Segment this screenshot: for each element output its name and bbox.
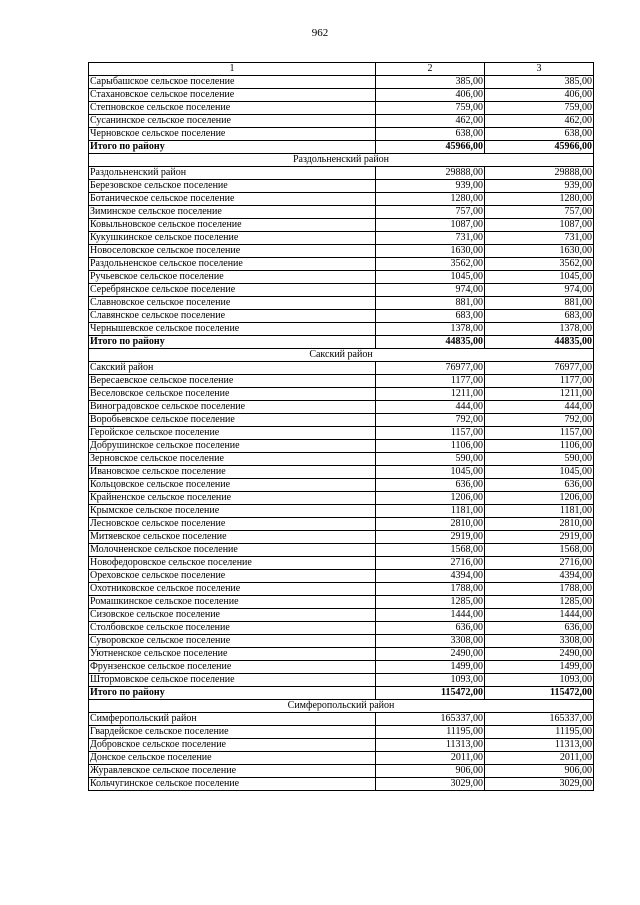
- name-cell: Раздольненский район: [89, 167, 376, 180]
- name-cell: Ореховское сельское поселение: [89, 570, 376, 583]
- value-cell-col3: 906,00: [485, 765, 594, 778]
- name-cell: Крымское сельское поселение: [89, 505, 376, 518]
- budget-table: [88, 62, 594, 791]
- value-cell-col2: 1499,00: [376, 661, 485, 674]
- value-cell-col3: 2919,00: [485, 531, 594, 544]
- name-cell: Уютненское сельское поселение: [89, 648, 376, 661]
- value-cell-col3: 462,00: [485, 115, 594, 128]
- table-row: [89, 232, 594, 245]
- table-row: [89, 193, 594, 206]
- value-cell-col2: 1181,00: [376, 505, 485, 518]
- value-cell-col3: 11195,00: [485, 726, 594, 739]
- table-row: [89, 388, 594, 401]
- name-cell: Вересаевское сельское поселение: [89, 375, 376, 388]
- value-cell-col2: 759,00: [376, 102, 485, 115]
- value-cell-col3: 115472,00: [485, 687, 594, 700]
- value-cell-col3: 1087,00: [485, 219, 594, 232]
- table-row: [89, 726, 594, 739]
- header-cell-1: 1: [89, 63, 376, 76]
- value-cell-col3: 881,00: [485, 297, 594, 310]
- value-cell-col2: 3308,00: [376, 635, 485, 648]
- table-row: [89, 271, 594, 284]
- name-cell: Добровское сельское поселение: [89, 739, 376, 752]
- table-row: [89, 557, 594, 570]
- name-cell: Чернышевское сельское поселение: [89, 323, 376, 336]
- value-cell-col2: 29888,00: [376, 167, 485, 180]
- value-cell-col2: 444,00: [376, 401, 485, 414]
- value-cell-col2: 4394,00: [376, 570, 485, 583]
- value-cell-col3: 1093,00: [485, 674, 594, 687]
- name-cell: Сарыбашское сельское поселение: [89, 76, 376, 89]
- table-row: [89, 245, 594, 258]
- value-cell-col3: 2810,00: [485, 518, 594, 531]
- value-cell-col3: 1568,00: [485, 544, 594, 557]
- value-cell-col2: 757,00: [376, 206, 485, 219]
- total-row: [89, 141, 594, 154]
- table-row: [89, 778, 594, 791]
- value-cell-col3: 759,00: [485, 102, 594, 115]
- value-cell-col2: 1157,00: [376, 427, 485, 440]
- value-cell-col3: 2011,00: [485, 752, 594, 765]
- name-cell: Донское сельское поселение: [89, 752, 376, 765]
- name-cell: Митяевское сельское поселение: [89, 531, 376, 544]
- value-cell-col2: 792,00: [376, 414, 485, 427]
- district-heading-row: [89, 154, 594, 167]
- value-cell-col2: 76977,00: [376, 362, 485, 375]
- value-cell-col3: 3562,00: [485, 258, 594, 271]
- table-row: [89, 453, 594, 466]
- value-cell-col2: 115472,00: [376, 687, 485, 700]
- table-row: [89, 609, 594, 622]
- district-heading: Раздольненский район: [89, 154, 594, 167]
- value-cell-col3: 44835,00: [485, 336, 594, 349]
- name-cell: Новофедоровское сельское поселение: [89, 557, 376, 570]
- value-cell-col2: 590,00: [376, 453, 485, 466]
- name-cell: Крайненское сельское поселение: [89, 492, 376, 505]
- value-cell-col3: 683,00: [485, 310, 594, 323]
- name-cell: Веселовское сельское поселение: [89, 388, 376, 401]
- value-cell-col3: 1157,00: [485, 427, 594, 440]
- table-row: [89, 518, 594, 531]
- value-cell-col2: 638,00: [376, 128, 485, 141]
- value-cell-col3: 1280,00: [485, 193, 594, 206]
- value-cell-col3: 1177,00: [485, 375, 594, 388]
- value-cell-col3: 2490,00: [485, 648, 594, 661]
- name-cell: Виноградовское сельское поселение: [89, 401, 376, 414]
- district-heading-row: [89, 700, 594, 713]
- name-cell: Славянское сельское поселение: [89, 310, 376, 323]
- table-row: [89, 583, 594, 596]
- value-cell-col3: 636,00: [485, 622, 594, 635]
- value-cell-col2: 1788,00: [376, 583, 485, 596]
- value-cell-col2: 11195,00: [376, 726, 485, 739]
- table-row: [89, 219, 594, 232]
- name-cell: Новоселовское сельское поселение: [89, 245, 376, 258]
- table-row: [89, 401, 594, 414]
- value-cell-col2: 2919,00: [376, 531, 485, 544]
- name-cell: Столбовское сельское поселение: [89, 622, 376, 635]
- name-cell: Добрушинское сельское поселение: [89, 440, 376, 453]
- value-cell-col3: 1285,00: [485, 596, 594, 609]
- value-cell-col2: 1045,00: [376, 466, 485, 479]
- value-cell-col2: 1093,00: [376, 674, 485, 687]
- name-cell: Ковыльновское сельское поселение: [89, 219, 376, 232]
- value-cell-col2: 974,00: [376, 284, 485, 297]
- value-cell-col3: 385,00: [485, 76, 594, 89]
- district-heading: Сакский район: [89, 349, 594, 362]
- value-cell-col3: 590,00: [485, 453, 594, 466]
- table-row: [89, 466, 594, 479]
- value-cell-col3: 1206,00: [485, 492, 594, 505]
- table-row: [89, 635, 594, 648]
- value-cell-col2: 636,00: [376, 622, 485, 635]
- table-row: [89, 76, 594, 89]
- name-cell: Охотниковское сельское поселение: [89, 583, 376, 596]
- table-row: [89, 89, 594, 102]
- value-cell-col3: 638,00: [485, 128, 594, 141]
- name-cell: Кольчугинское сельское поселение: [89, 778, 376, 791]
- value-cell-col2: 1211,00: [376, 388, 485, 401]
- table-row: [89, 570, 594, 583]
- table-row: [89, 362, 594, 375]
- table-row: [89, 427, 594, 440]
- value-cell-col2: 881,00: [376, 297, 485, 310]
- table-row: [89, 206, 594, 219]
- name-cell: Воробьевское сельское поселение: [89, 414, 376, 427]
- table-row: [89, 739, 594, 752]
- name-cell: Сусанинское сельское поселение: [89, 115, 376, 128]
- name-cell: Кольцовское сельское поселение: [89, 479, 376, 492]
- table-row: [89, 544, 594, 557]
- value-cell-col2: 462,00: [376, 115, 485, 128]
- table-row: [89, 648, 594, 661]
- name-cell: Суворовское сельское поселение: [89, 635, 376, 648]
- table-row: [89, 596, 594, 609]
- table-row: [89, 167, 594, 180]
- name-cell: Раздольненское сельское поселение: [89, 258, 376, 271]
- value-cell-col2: 385,00: [376, 76, 485, 89]
- value-cell-col3: 1045,00: [485, 466, 594, 479]
- value-cell-col3: 636,00: [485, 479, 594, 492]
- value-cell-col2: 2716,00: [376, 557, 485, 570]
- value-cell-col2: 1177,00: [376, 375, 485, 388]
- value-cell-col2: 1630,00: [376, 245, 485, 258]
- value-cell-col3: 792,00: [485, 414, 594, 427]
- name-cell: Ручьевское сельское поселение: [89, 271, 376, 284]
- table-body: [89, 63, 594, 791]
- value-cell-col3: 731,00: [485, 232, 594, 245]
- value-cell-col2: 3562,00: [376, 258, 485, 271]
- table-row: [89, 765, 594, 778]
- name-cell: Итого по району: [89, 141, 376, 154]
- table-row: [89, 674, 594, 687]
- value-cell-col3: 1211,00: [485, 388, 594, 401]
- name-cell: Штормовское сельское поселение: [89, 674, 376, 687]
- table-row: [89, 297, 594, 310]
- value-cell-col2: 906,00: [376, 765, 485, 778]
- name-cell: Молочненское сельское поселение: [89, 544, 376, 557]
- name-cell: Итого по району: [89, 687, 376, 700]
- value-cell-col2: 406,00: [376, 89, 485, 102]
- name-cell: Стахановское сельское поселение: [89, 89, 376, 102]
- table-row: [89, 375, 594, 388]
- name-cell: Зерновское сельское поселение: [89, 453, 376, 466]
- value-cell-col2: 1444,00: [376, 609, 485, 622]
- value-cell-col2: 3029,00: [376, 778, 485, 791]
- value-cell-col3: 76977,00: [485, 362, 594, 375]
- name-cell: Лесновское сельское поселение: [89, 518, 376, 531]
- total-row: [89, 687, 594, 700]
- value-cell-col2: 44835,00: [376, 336, 485, 349]
- name-cell: Славновское сельское поселение: [89, 297, 376, 310]
- value-cell-col3: 757,00: [485, 206, 594, 219]
- value-cell-col2: 1568,00: [376, 544, 485, 557]
- name-cell: Зиминское сельское поселение: [89, 206, 376, 219]
- name-cell: Гвардейское сельское поселение: [89, 726, 376, 739]
- value-cell-col3: 2716,00: [485, 557, 594, 570]
- value-cell-col2: 1106,00: [376, 440, 485, 453]
- name-cell: Геройское сельское поселение: [89, 427, 376, 440]
- name-cell: Ботаническое сельское поселение: [89, 193, 376, 206]
- page-number: 962: [311, 27, 329, 39]
- value-cell-col2: 1206,00: [376, 492, 485, 505]
- value-cell-col3: 45966,00: [485, 141, 594, 154]
- value-cell-col2: 939,00: [376, 180, 485, 193]
- header-cell-2: 2: [376, 63, 485, 76]
- value-cell-col2: 2490,00: [376, 648, 485, 661]
- value-cell-col2: 1280,00: [376, 193, 485, 206]
- value-cell-col2: 11313,00: [376, 739, 485, 752]
- table-row: [89, 102, 594, 115]
- district-heading-row: [89, 349, 594, 362]
- value-cell-col2: 683,00: [376, 310, 485, 323]
- value-cell-col3: 939,00: [485, 180, 594, 193]
- name-cell: Березовское сельское поселение: [89, 180, 376, 193]
- value-cell-col2: 2011,00: [376, 752, 485, 765]
- value-cell-col3: 3308,00: [485, 635, 594, 648]
- value-cell-col3: 974,00: [485, 284, 594, 297]
- table-row: [89, 752, 594, 765]
- name-cell: Сизовское сельское поселение: [89, 609, 376, 622]
- header-cell-3: 3: [485, 63, 594, 76]
- value-cell-col3: 444,00: [485, 401, 594, 414]
- district-heading: Симферопольский район: [89, 700, 594, 713]
- value-cell-col3: 406,00: [485, 89, 594, 102]
- name-cell: Сакский район: [89, 362, 376, 375]
- value-cell-col3: 1499,00: [485, 661, 594, 674]
- value-cell-col2: 1087,00: [376, 219, 485, 232]
- value-cell-col2: 731,00: [376, 232, 485, 245]
- value-cell-col2: 1045,00: [376, 271, 485, 284]
- table-row: [89, 622, 594, 635]
- table-row: [89, 258, 594, 271]
- table-row: [89, 414, 594, 427]
- value-cell-col3: 29888,00: [485, 167, 594, 180]
- table-row: [89, 115, 594, 128]
- value-cell-col2: 45966,00: [376, 141, 485, 154]
- name-cell: Серебрянское сельское поселение: [89, 284, 376, 297]
- value-cell-col3: 1630,00: [485, 245, 594, 258]
- value-cell-col2: 1285,00: [376, 596, 485, 609]
- header-row: [89, 63, 594, 76]
- value-cell-col3: 1045,00: [485, 271, 594, 284]
- table-row: [89, 310, 594, 323]
- value-cell-col3: 1378,00: [485, 323, 594, 336]
- value-cell-col3: 1181,00: [485, 505, 594, 518]
- name-cell: Ромашкинское сельское поселение: [89, 596, 376, 609]
- name-cell: Итого по району: [89, 336, 376, 349]
- value-cell-col3: 1444,00: [485, 609, 594, 622]
- table-row: [89, 284, 594, 297]
- table-row: [89, 661, 594, 674]
- value-cell-col3: 1106,00: [485, 440, 594, 453]
- name-cell: Журавлевское сельское поселение: [89, 765, 376, 778]
- table-row: [89, 505, 594, 518]
- table-row: [89, 479, 594, 492]
- total-row: [89, 336, 594, 349]
- table-row: [89, 713, 594, 726]
- value-cell-col3: 165337,00: [485, 713, 594, 726]
- name-cell: Черновское сельское поселение: [89, 128, 376, 141]
- value-cell-col3: 4394,00: [485, 570, 594, 583]
- table-row: [89, 180, 594, 193]
- table-row: [89, 531, 594, 544]
- name-cell: Симферопольский район: [89, 713, 376, 726]
- value-cell-col2: 2810,00: [376, 518, 485, 531]
- name-cell: Степновское сельское поселение: [89, 102, 376, 115]
- table-row: [89, 323, 594, 336]
- name-cell: Ивановское сельское поселение: [89, 466, 376, 479]
- value-cell-col3: 11313,00: [485, 739, 594, 752]
- name-cell: Фрунзенское сельское поселение: [89, 661, 376, 674]
- value-cell-col2: 165337,00: [376, 713, 485, 726]
- value-cell-col3: 1788,00: [485, 583, 594, 596]
- table-row: [89, 440, 594, 453]
- table-row: [89, 492, 594, 505]
- table-row: [89, 128, 594, 141]
- value-cell-col3: 3029,00: [485, 778, 594, 791]
- name-cell: Кукушкинское сельское поселение: [89, 232, 376, 245]
- value-cell-col2: 1378,00: [376, 323, 485, 336]
- value-cell-col2: 636,00: [376, 479, 485, 492]
